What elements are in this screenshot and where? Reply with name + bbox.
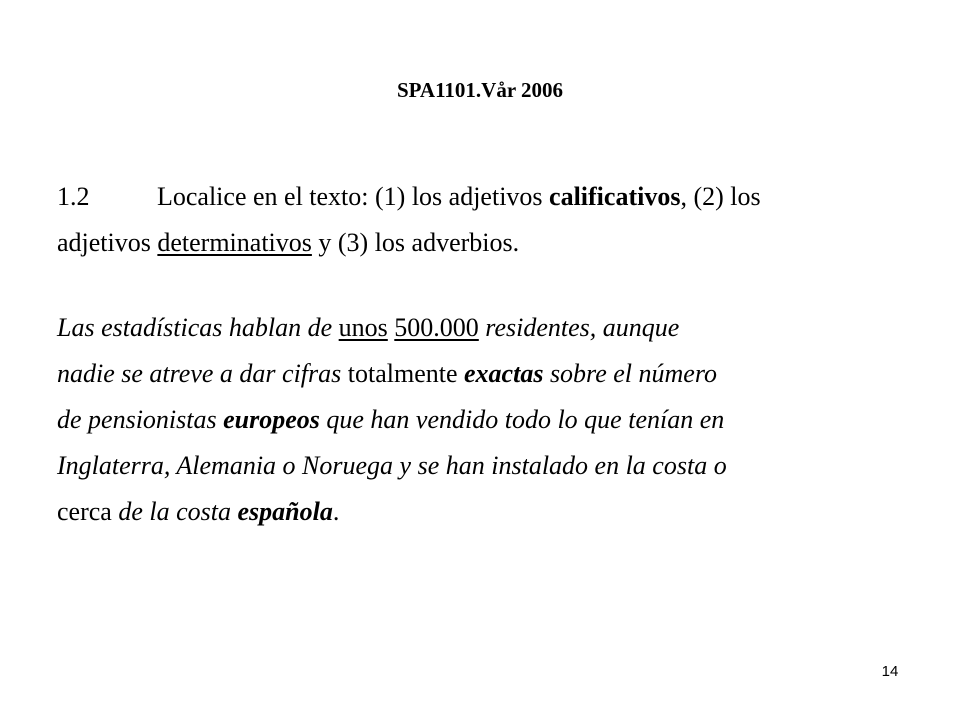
text-span: residentes, aunque: [478, 313, 680, 342]
instruction-text: Localice en el texto: (1) los adjetivos: [157, 182, 550, 211]
instruction-text: adjetivos: [57, 228, 158, 257]
page-number: 14: [881, 663, 899, 680]
word-unos: unos: [338, 313, 388, 342]
exercise-text: [57, 305, 947, 535]
word-europeos: europeos: [223, 405, 320, 434]
keyword-calificativos: calificativos: [549, 182, 681, 211]
text-span: .: [332, 497, 340, 526]
course-header: SPA1101.Vår 2006: [396, 78, 564, 102]
word-500000: 500.000: [394, 313, 479, 342]
word-totalmente: totalmente: [347, 359, 458, 388]
text-span: sobre el número: [543, 359, 717, 388]
text-span: de pensionistas: [57, 405, 224, 434]
instruction-text: , (2) los: [680, 182, 761, 211]
text-line-2: [57, 351, 947, 397]
instruction-text: y (3) los adverbios.: [311, 228, 520, 257]
instruction-line-1: [57, 174, 937, 220]
text-span: de la costa: [111, 497, 238, 526]
exercise-instruction: [57, 174, 937, 266]
keyword-determinativos: determinativos: [157, 228, 312, 257]
text-line-1: [57, 305, 947, 351]
text-span: Inglaterra, Alemania o Noruega y se han instalado en la costa o: [57, 451, 727, 480]
instruction-line-2: [57, 220, 937, 266]
text-span: nadie se atreve a dar cifras: [57, 359, 348, 388]
text-line-4: [57, 443, 947, 489]
word-cerca: cerca: [57, 497, 112, 526]
text-line-5: [57, 489, 947, 535]
text-span: que han vendido todo lo que tenían en: [319, 405, 725, 434]
text-line-3: [57, 397, 947, 443]
word-exactas: exactas: [464, 359, 544, 388]
text-span: Las estadísticas hablan de: [57, 313, 339, 342]
word-espanola: española: [237, 497, 333, 526]
exercise-number: 1.2: [57, 182, 90, 211]
